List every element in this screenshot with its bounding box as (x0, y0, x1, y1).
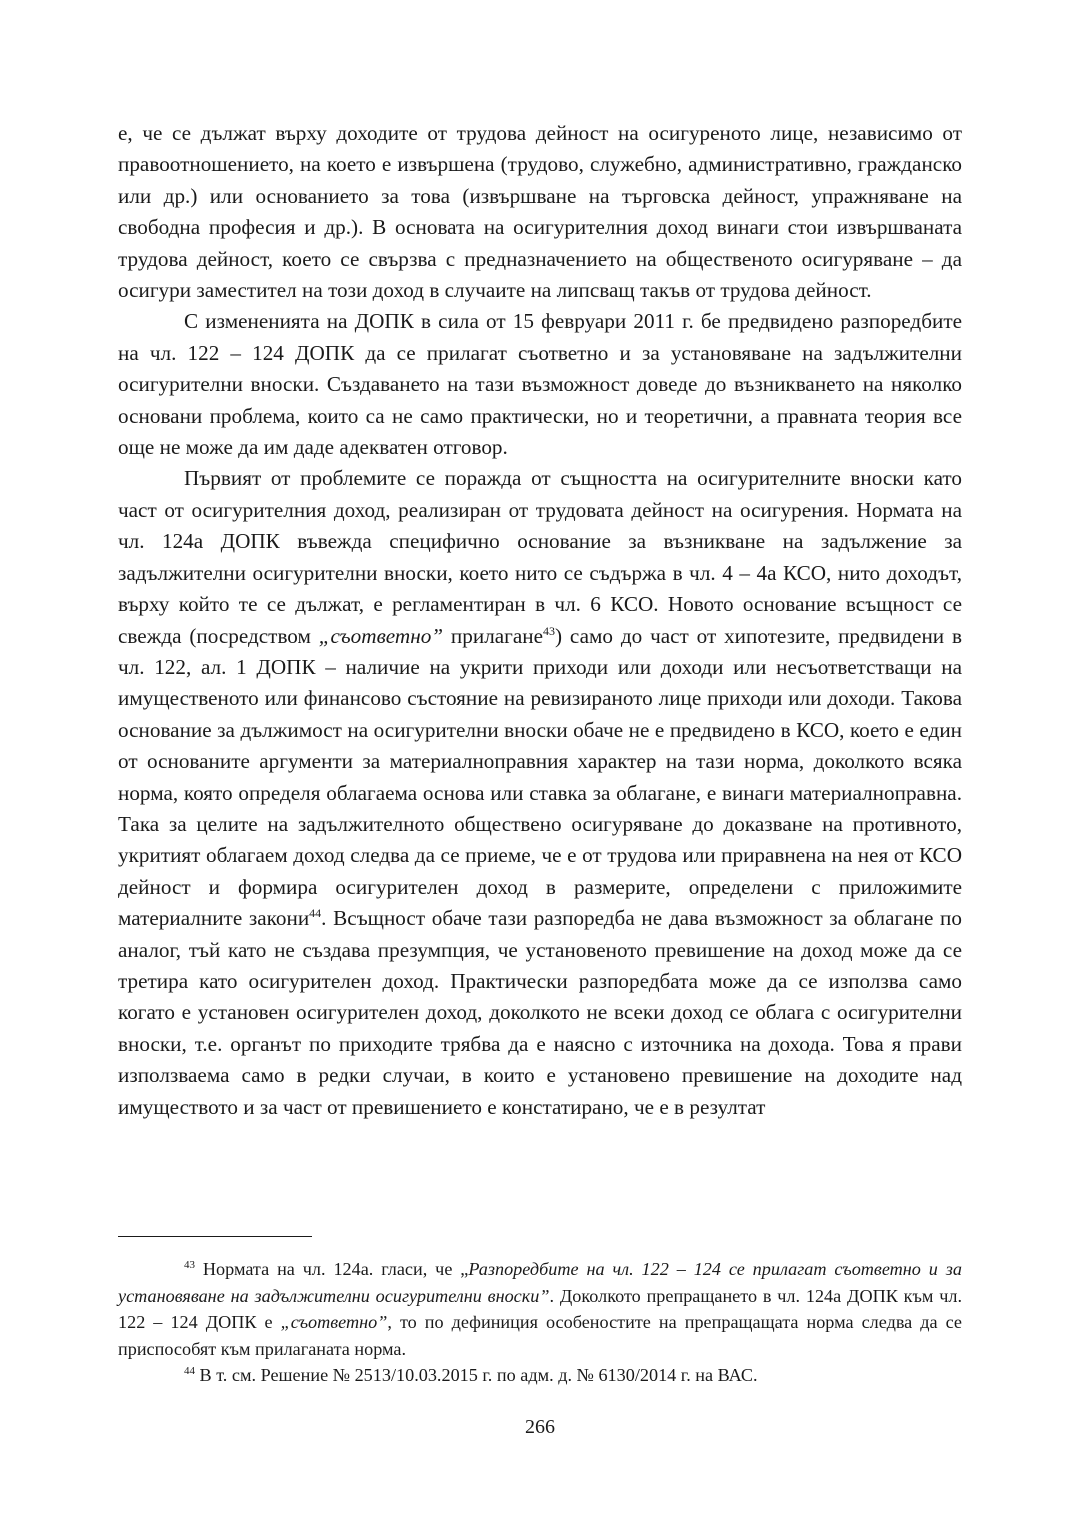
paragraph-1: е, че се дължат върху доходите от трудова дейност на осигуреното лице, независимо от правоотношението, на което е извършена (трудово, служебно, административно, гражданско или др.) или основанието за това (извършване на търговска дейност, упражняване на свободна професия и др.). В основата на осигурителния доход винаги стои извършваната трудова дейност, което се свързва с предназначението на общественото осигуряване – да осигури заместител на този доход в случаите на липсващ такъв от трудова дейност. (118, 121, 962, 303)
footnote-ref-44[interactable]: 44 (309, 906, 322, 921)
footnote-43-text-b: . Доколкото препращането в чл. 124а ДОПК към чл. 122 – 124 ДОПК е (118, 1285, 962, 1333)
paragraph-2: С измененията на ДОПК в сила от 15 февруари 2011 г. бе предвидено разпоредбите на чл. 122 – 124 ДОПК да се прилагат съответно и за установяване на задължителни осигурителни вноски. Създаването на тази възможност доведе до възникването на няколко основани проблема, които са не само практически, но и теоретични, а правната теория все още не може да им даде адекватен отговор. (118, 309, 962, 460)
page-body (118, 118, 962, 1123)
footnote-43-quote: Разпоредбите на чл. 122 – 124 се прилагат съответно и за установяване на задължителни осигурителни вноски” (118, 1259, 962, 1306)
paragraph-3 (118, 463, 962, 1123)
paragraph-3-text-a: Първият от проблемите се поражда от същността на осигурителните вноски като част от осигурителния доход, реализиран от трудовата дейност на осигурения. Нормата на чл. 124а ДОПК въвежда специфично основание за възникване на задължение за задължителни осигурителни вноски, което нито се съдържа в чл. 4 – 4а КСО, нито доходът, върху който те се дължат, е регламентиран в чл. 6 КСО. Новото основание всъщност се свежда (посредством (118, 466, 962, 648)
footnote-separator (118, 1236, 312, 1237)
paragraph-3-text-b: прилагане (443, 623, 544, 648)
footnote-43-text-a: Нормата на чл. 124а. гласи, че „ (195, 1259, 469, 1279)
footnotes (118, 1256, 962, 1389)
footnote-43-number: 43 (184, 1258, 195, 1271)
paragraph-3-text-d: . Всъщност обаче тази разпоредба не дава възможност за облагане по аналог, тъй като не създава презумпция, че установеното превишение на доход може да се третира като осигурителен доход. Практически разпоредбата може да се използва само когато е установен осигурителен доход, доколкото не всеки доход се облага с осигурителни вноски, т.е. органът по приходите трябва да е наясно с източника на дохода. Това я прави използваема само в редки случаи, в които е установено превишение на доходите над имуществото и за част от превишението е констатирано, че е в резултат (118, 906, 962, 1119)
paragraph-3-emphasis: „съответно” (318, 623, 444, 648)
footnote-44-text: В т. см. Решение № 2513/10.03.2015 г. по адм. д. № 6130/2014 г. на ВАС. (195, 1365, 758, 1386)
footnote-43 (118, 1256, 962, 1362)
footnote-ref-43[interactable]: 43 (543, 623, 556, 638)
footnote-43-text-c: , то по дефиниция особеностите на препращащата норма следва да се приспособят към прилаганата норма. (118, 1312, 962, 1359)
page-number: 266 (525, 1416, 555, 1438)
footnote-43-emphasis: „съответно” (280, 1312, 388, 1333)
footnote-44-number: 44 (184, 1365, 195, 1378)
paragraph-3-text-c: ) само до част от хипотезите, предвидени в чл. 122, ал. 1 ДОПК – наличие на укрити приходи или доходи или несъответстващи на имущественото или финансово състояние на ревизираното лице приходи или доходи. Такова основание за дължимост на осигурителни вноски обаче не е предвидено в КСО, което е един от основаните аргументи за материалноправния характер на тази норма, доколкото всяка норма, която определя облагаема основа или ставка за облагане, е винаги материалноправна. Така за целите на задължителното обществено осигуряване до доказване на противното, укритият облагаем доход следва да се приеме, че е от трудова или приравнена на нея от КСО дейност и формира осигурителен доход в размерите, определени с приложимите материалните закони (118, 623, 962, 931)
footnote-44 (118, 1362, 962, 1389)
